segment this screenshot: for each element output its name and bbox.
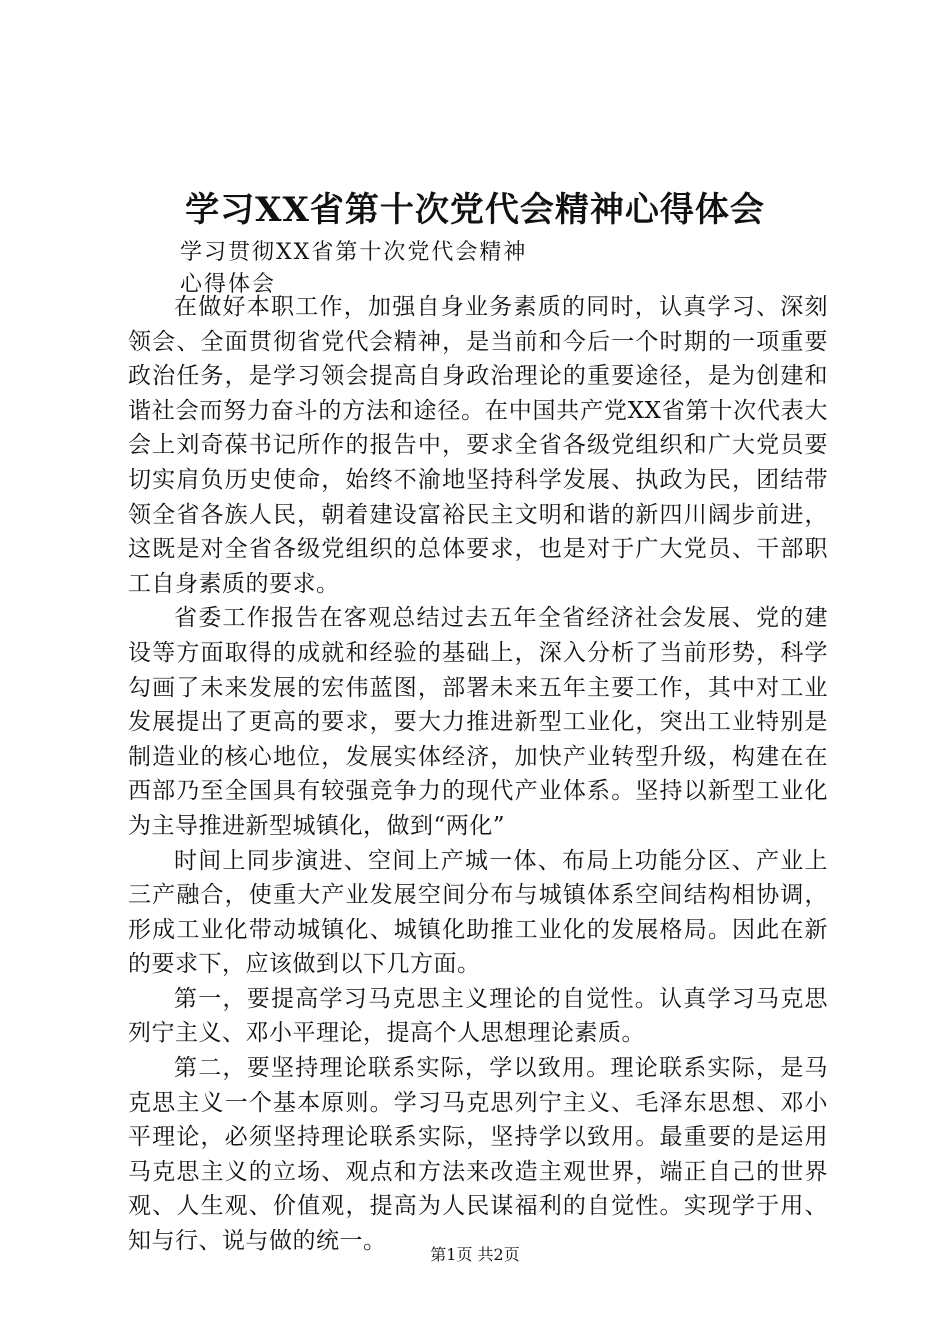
paragraph-3: 时间上同步演进、空间上产城一体、布局上功能分区、产业上三产融合，使重大产业发展空间分布与城镇体系空间结构相协调，形成工业化带动城镇化、城镇化助推工业化的发展格局。因此在新的要求下，应该做到以下几方面。: [128, 847, 828, 978]
subtitle-line-1: 学习贯彻XX省第十次党代会精神: [180, 240, 528, 265]
subtitle-line-2: 心得体会: [180, 272, 277, 297]
document-title: 学习XX省第十次党代会精神心得体会: [185, 190, 765, 230]
page-footer: 第1页 共2页: [430, 1245, 520, 1264]
body-text: [128, 290, 828, 1259]
paragraph-5: 第二，要坚持理论联系实际，学以致用。理论联系实际，是马克思主义一个基本原则。学习马克思列宁主义、毛泽东思想、邓小平理论，必须坚持理论联系实际，坚持学以致用。最重要的是运用马克思主义的立场、观点和方法来改造主观世界，端正自己的世界观、人生观、价值观，提高为人民谋福利的自觉性。实现学于用、知与行、说与做的统一。: [128, 1055, 828, 1255]
paragraph-1: 在做好本职工作，加强自身业务素质的同时，认真学习、深刻领会、全面贯彻省党代会精神，是当前和今后一个时期的一项重要政治任务，是学习领会提高自身政治理论的重要途径，是为创建和谐社会而努力奋斗的方法和途径。在中国共产党XX省第十次代表大会上刘奇葆书记所作的报告中，要求全省各级党组织和广大党员要切实肩负历史使命，始终不渝地坚持科学发展、执政为民，团结带领全省各族人民，朝着建设富裕民主文明和谐的新四川阔步前进，这既是对全省各级党组织的总体要求，也是对于广大党员、干部职工自身素质的要求。: [128, 294, 828, 597]
paragraph-2: 省委工作报告在客观总结过去五年全省经济社会发展、党的建设等方面取得的成就和经验的基础上，深入分析了当前形势，科学勾画了未来发展的宏伟蓝图，部署未来五年主要工作，其中对工业发展提出了更高的要求，要大力推进新型工业化，突出工业特别是制造业的核心地位，发展实体经济，加快产业转型升级，构建在在西部乃至全国具有较强竞争力的现代产业体系。坚持以新型工业化为主导推进新型城镇化，做到“两化”: [128, 605, 828, 839]
paragraph-4: 第一，要提高学习马克思主义理论的自觉性。认真学习马克思列宁主义、邓小平理论，提高个人思想理论素质。: [128, 985, 828, 1047]
